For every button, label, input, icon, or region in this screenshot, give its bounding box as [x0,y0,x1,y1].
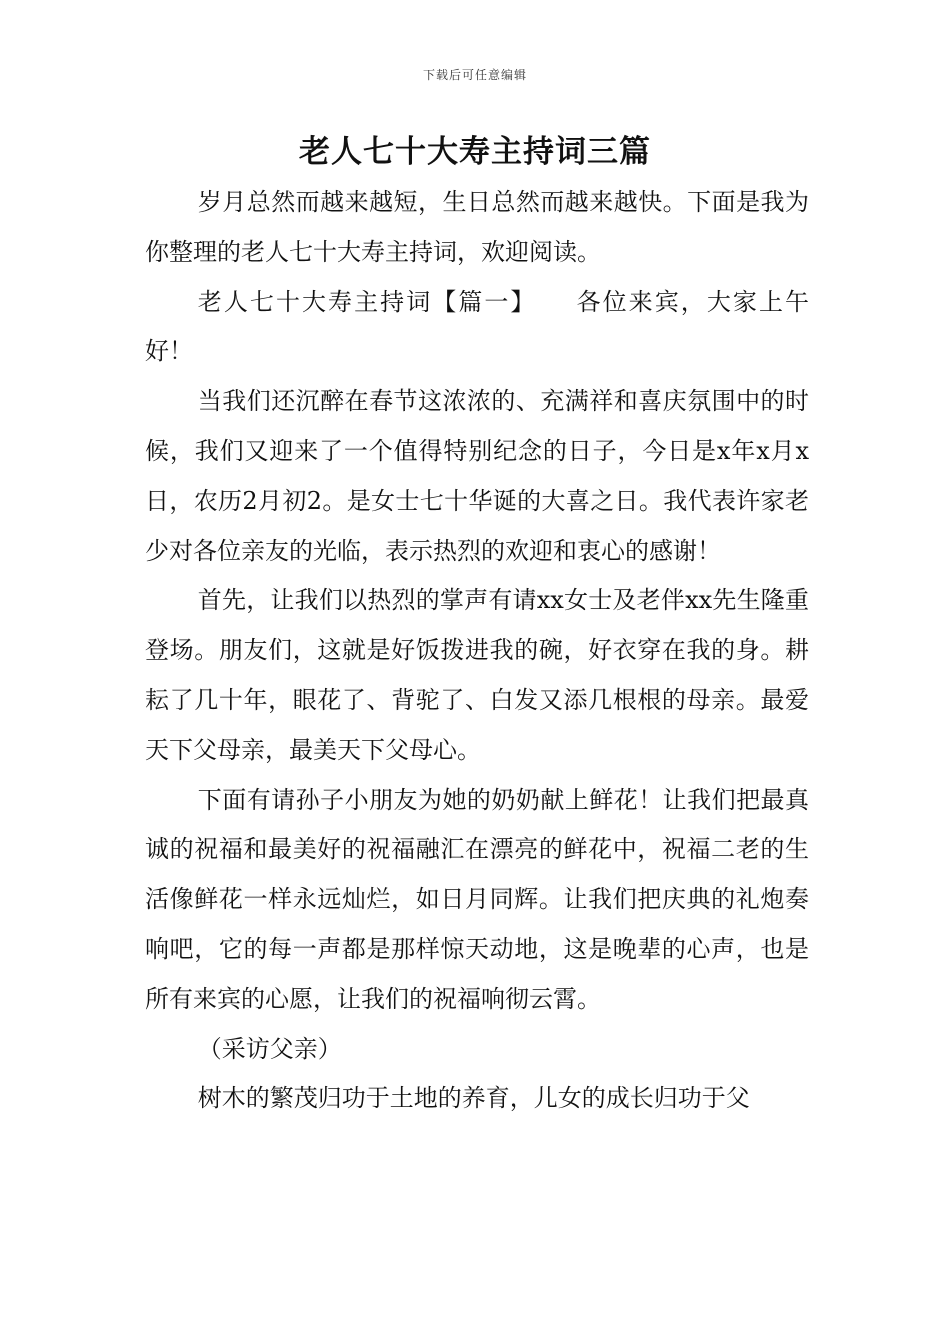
paragraph-section-one-heading: 老人七十大寿主持词【篇一】 各位来宾，大家上午好！ [145,287,809,366]
paragraph-intro: 岁月总然而越来越短，生日总然而越来越快。下面是我为你整理的老人七十大寿主持词，欢迎阅读。 [145,188,809,266]
paragraph-entrance: 首先，让我们以热烈的掌声有请xx女士及老伴xx先生隆重登场。朋友们，这就是好饭拨进我的碗，好衣穿在我的身。耕耘了几十年，眼花了、背驼了、白发又添几根根的母亲。最爱天下父母亲，最美天下父母心。 [145,586,809,764]
header-note: 下载后可任意编辑 [422,68,527,82]
paragraph-opening: 当我们还沉醉在春节这浓浓的、充满祥和喜庆氛围中的时候，我们又迎来了一个值得特别纪念的日子，今日是x年x月x日，农历2月初2。是女士七十华诞的大喜之日。我代表许家老少对各位亲友的光临，表示热烈的欢迎和衷心的感谢！ [145,387,809,565]
document-body [145,178,809,1124]
paragraph-flowers: 下面有请孙子小朋友为她的奶奶献上鲜花！让我们把最真诚的祝福和最美好的祝福融汇在漂亮的鲜花中，祝福二老的生活像鲜花一样永远灿烂，如日月同辉。让我们把庆典的礼炮奏响吧，它的每一声都是那样惊天动地，这是晚辈的心声，也是所有来宾的心愿，让我们的祝福响彻云霄。 [145,785,809,1013]
paragraph-interview-note: （采访父亲） [197,1034,342,1063]
paragraph-closing-fragment: 树木的繁茂归功于土地的养育，儿女的成长归功于父 [197,1084,750,1113]
document-title: 老人七十大寿主持词三篇 [299,134,651,170]
